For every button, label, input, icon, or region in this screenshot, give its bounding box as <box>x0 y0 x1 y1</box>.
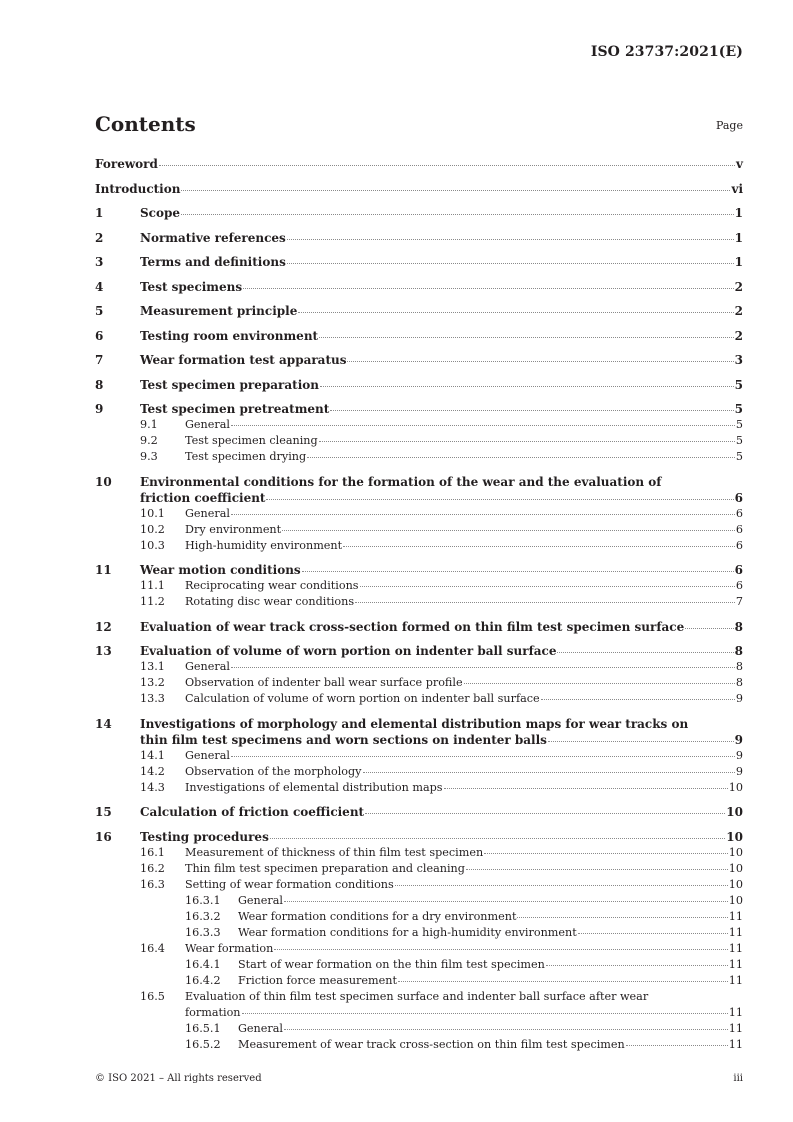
dot-leader <box>626 1045 728 1046</box>
toc-number: 7 <box>95 353 104 367</box>
toc-page: 3 <box>734 353 743 367</box>
toc-entry-14-1[interactable] <box>95 748 743 764</box>
toc-number: 16.4 <box>140 941 165 955</box>
toc-title: Test specimen drying <box>185 450 307 463</box>
toc-entry-16-5-1[interactable] <box>95 1021 743 1037</box>
toc-page: 10 <box>726 805 743 819</box>
toc-number: 10.2 <box>140 522 165 536</box>
toc-number: 16.3 <box>140 877 165 891</box>
toc-entry-5[interactable] <box>95 303 743 319</box>
toc-title: General <box>185 660 230 673</box>
toc-title: General <box>185 748 230 762</box>
toc-entry-2[interactable] <box>95 230 743 246</box>
toc-number: 13 <box>95 644 112 658</box>
toc-number: 16.5.1 <box>185 1021 221 1035</box>
toc-number: 11.2 <box>140 595 165 608</box>
toc-number: 10.3 <box>140 538 165 552</box>
toc-title: Testing procedures <box>140 829 269 844</box>
toc-number: 1 <box>95 206 104 220</box>
toc-title: Wear formation test apparatus <box>140 353 347 367</box>
toc-number: 10 <box>95 474 112 489</box>
toc-page: 5 <box>735 434 743 447</box>
dot-leader <box>685 628 733 629</box>
toc-title: Friction force measurement <box>238 973 397 987</box>
toc-number: 11.1 <box>140 579 165 592</box>
toc-title: Rotating disc wear conditions <box>185 595 355 608</box>
toc-page: 11 <box>728 973 743 987</box>
toc-entry-15[interactable] <box>95 804 743 820</box>
toc-page: 1 <box>734 230 743 245</box>
toc-entry-introduction[interactable] <box>95 181 743 197</box>
toc-page: 8 <box>734 644 743 658</box>
toc-page: 2 <box>734 304 743 318</box>
page-number: iii <box>733 1073 743 1084</box>
toc-number: 13.2 <box>140 676 165 689</box>
toc-page: 6 <box>735 579 743 592</box>
toc-page: v <box>736 157 743 171</box>
toc-entry-16-4[interactable] <box>95 941 743 957</box>
toc-number: 16 <box>95 829 112 844</box>
dot-leader <box>287 239 734 240</box>
dot-leader <box>347 361 733 362</box>
toc-entry-9-3[interactable] <box>95 449 743 465</box>
toc-entry-14[interactable] <box>95 716 743 748</box>
document-id: ISO 23737:2021(E) <box>590 44 743 60</box>
toc-page: 10 <box>728 845 743 859</box>
toc-title: Reciprocating wear conditions <box>185 579 359 592</box>
dot-leader <box>548 741 734 742</box>
toc-number: 13.1 <box>140 660 165 673</box>
toc-title: Calculation of friction coefficient <box>140 805 365 819</box>
dot-leader <box>355 602 735 603</box>
toc-title: General <box>185 418 230 431</box>
toc-number: 11 <box>95 563 112 577</box>
toc-title: General <box>185 506 230 520</box>
toc-title: Wear formation <box>185 941 274 955</box>
toc-number: 6 <box>95 328 104 343</box>
toc-page: 10 <box>726 829 743 844</box>
dot-leader <box>360 586 735 587</box>
dot-leader <box>231 425 735 426</box>
toc-page: 11 <box>728 1037 743 1051</box>
toc-title: Introduction <box>95 181 181 196</box>
dot-leader <box>181 190 730 191</box>
toc-entry-9-2[interactable] <box>95 433 743 449</box>
dot-leader <box>231 514 735 515</box>
toc-number: 3 <box>95 255 104 269</box>
toc-entry-10[interactable] <box>95 474 743 506</box>
toc-title: Start of wear formation on the thin film test specimen <box>238 957 545 971</box>
toc-title-line2: thin film test specimens and worn sections on indenter balls <box>140 732 547 747</box>
toc-entry-11[interactable] <box>95 562 743 578</box>
toc-page: 9 <box>735 764 743 778</box>
toc-number: 15 <box>95 805 112 819</box>
dot-leader <box>466 869 728 870</box>
toc-page: 6 <box>735 538 743 552</box>
dot-leader <box>546 965 728 966</box>
toc-title: Testing room environment <box>140 328 319 343</box>
toc-number: 16.1 <box>140 845 165 859</box>
toc-number: 2 <box>95 230 104 245</box>
toc-number: 16.5.2 <box>185 1037 221 1051</box>
toc-entry-16-3-1[interactable] <box>95 893 743 909</box>
dot-leader <box>284 901 728 902</box>
copyright-notice: © ISO 2021 – All rights reserved <box>95 1073 262 1084</box>
dot-leader <box>395 885 728 886</box>
dot-leader <box>302 571 734 572</box>
dot-leader <box>181 214 734 215</box>
toc-number: 13.3 <box>140 692 165 705</box>
toc-number: 12 <box>95 619 112 634</box>
toc-page: 11 <box>728 909 743 923</box>
toc-title: Measurement of thickness of thin film test specimen <box>185 845 484 859</box>
dot-leader <box>363 772 735 773</box>
toc-entry-6[interactable] <box>95 328 743 344</box>
toc-page: 1 <box>734 206 743 220</box>
toc-entry-16-4-1[interactable] <box>95 957 743 973</box>
toc-page: 10 <box>728 861 743 875</box>
toc-title: Test specimen preparation <box>140 377 319 392</box>
toc-entry-7[interactable] <box>95 352 743 368</box>
dot-leader <box>398 981 728 982</box>
toc-number: 10.1 <box>140 506 165 520</box>
dot-leader <box>484 853 728 854</box>
toc-title-line1: Investigations of morphology and elemental distribution maps for wear tracks on <box>140 716 689 731</box>
toc-title: General <box>238 1021 283 1035</box>
toc-page: 11 <box>728 925 743 939</box>
toc-entry-13-1[interactable] <box>95 659 743 675</box>
toc-entry-14-3[interactable] <box>95 780 743 796</box>
toc-number: 4 <box>95 279 104 294</box>
toc-number: 14.3 <box>140 780 165 794</box>
toc-entry-1[interactable] <box>95 205 743 221</box>
toc-page: 11 <box>728 941 743 955</box>
toc-entry-16-1[interactable] <box>95 845 743 861</box>
dot-leader <box>517 917 727 918</box>
dot-leader <box>282 530 735 531</box>
dot-leader <box>320 386 734 387</box>
dot-leader <box>464 683 735 684</box>
toc-page: 5 <box>735 418 743 431</box>
toc-entry-13-2[interactable] <box>95 675 743 691</box>
toc-entry-16-3-2[interactable] <box>95 909 743 925</box>
toc-page: vi <box>731 181 743 196</box>
toc-number: 16.3.2 <box>185 909 221 923</box>
toc-title: Dry environment <box>185 522 282 536</box>
toc-entry-9-1[interactable] <box>95 417 743 433</box>
toc-title: Measurement of wear track cross-section on thin film test specimen <box>238 1037 625 1051</box>
toc-title: Scope <box>140 206 181 220</box>
toc-title: Setting of wear formation conditions <box>185 877 394 891</box>
toc-entry-16-5-2[interactable] <box>95 1037 743 1053</box>
toc-entry-3[interactable] <box>95 254 743 270</box>
toc-entry-10-1[interactable] <box>95 506 743 522</box>
toc-title: Terms and definitions <box>140 255 286 269</box>
dot-leader <box>274 949 727 950</box>
toc-title: Investigations of elemental distribution maps <box>185 780 443 794</box>
toc-number: 14 <box>95 716 112 731</box>
toc-page: 6 <box>734 563 743 577</box>
toc-page: 9 <box>735 748 743 762</box>
dot-leader <box>307 457 735 458</box>
toc-entry-14-2[interactable] <box>95 764 743 780</box>
dot-leader <box>270 838 725 839</box>
toc-number: 8 <box>95 377 104 392</box>
toc-title: Evaluation of volume of worn portion on indenter ball surface <box>140 644 557 658</box>
toc-title: Thin film test specimen preparation and cleaning <box>185 861 465 875</box>
toc-number: 9.1 <box>140 418 158 431</box>
toc-entry-10-2[interactable] <box>95 522 743 538</box>
dot-leader <box>557 652 733 653</box>
toc-page: 11 <box>728 957 743 971</box>
page-column-label: Page <box>715 119 743 132</box>
toc-page: 11 <box>728 1005 743 1019</box>
toc-page: 11 <box>728 1021 743 1035</box>
toc-page: 1 <box>734 255 743 269</box>
toc-page: 8 <box>734 619 743 634</box>
toc-page: 6 <box>735 522 743 536</box>
dot-leader <box>266 499 733 500</box>
toc-number: 9.2 <box>140 434 158 447</box>
toc-title: Test specimen cleaning <box>185 434 318 447</box>
dot-leader <box>231 667 735 668</box>
toc-title: Evaluation of wear track cross-section formed on thin film test specimen surface <box>140 619 685 634</box>
toc-entry-9[interactable] <box>95 401 743 417</box>
toc-entry-16-5[interactable] <box>95 989 743 1021</box>
toc-entry-11-1[interactable] <box>95 578 743 594</box>
toc-entry-13[interactable] <box>95 643 743 659</box>
toc-title: Wear motion conditions <box>140 563 301 577</box>
toc-number: 9.3 <box>140 450 158 463</box>
toc-number: 5 <box>95 304 104 318</box>
dot-leader <box>243 288 734 289</box>
toc-entry-foreword[interactable] <box>95 156 743 172</box>
toc-title: Measurement principle <box>140 304 298 318</box>
toc-entry-8[interactable] <box>95 377 743 393</box>
toc-title: Wear formation conditions for a high-humidity environment <box>238 925 577 939</box>
toc-title-line2: friction coefficient <box>140 490 266 505</box>
toc-page: 10 <box>728 877 743 891</box>
dot-leader <box>231 756 735 757</box>
dot-leader <box>578 933 728 934</box>
toc-page: 2 <box>734 328 743 343</box>
dot-leader <box>541 699 735 700</box>
dot-leader <box>330 410 733 411</box>
dot-leader <box>287 263 734 264</box>
toc-page: 5 <box>734 377 743 392</box>
table-of-contents <box>95 156 743 1053</box>
toc-page: 5 <box>734 402 743 416</box>
toc-entry-13-3[interactable] <box>95 691 743 707</box>
dot-leader <box>284 1029 728 1030</box>
toc-title: Test specimen pretreatment <box>140 402 330 416</box>
toc-entry-16-2[interactable] <box>95 861 743 877</box>
toc-entry-10-3[interactable] <box>95 538 743 554</box>
toc-title: High-humidity environment <box>185 538 343 552</box>
toc-page: 9 <box>735 692 743 705</box>
toc-title: Wear formation conditions for a dry environment <box>238 909 517 923</box>
toc-page: 8 <box>735 676 743 689</box>
toc-number: 14.2 <box>140 764 165 778</box>
toc-entry-16-3-3[interactable] <box>95 925 743 941</box>
toc-number: 16.5 <box>140 989 165 1003</box>
toc-page: 5 <box>735 450 743 463</box>
toc-entry-16-4-2[interactable] <box>95 973 743 989</box>
toc-number: 9 <box>95 402 104 416</box>
toc-entry-16-3[interactable] <box>95 877 743 893</box>
toc-page: 7 <box>735 595 743 608</box>
toc-number: 16.4.1 <box>185 957 221 971</box>
dot-leader <box>343 546 735 547</box>
toc-title: General <box>238 893 283 907</box>
dot-leader <box>365 813 725 814</box>
dot-leader <box>159 165 735 166</box>
toc-title-line1: Environmental conditions for the formation of the wear and the evaluation of <box>140 474 662 489</box>
toc-title-line1: Evaluation of thin film test specimen surface and indenter ball surface after wear <box>185 989 649 1003</box>
dot-leader <box>242 1013 728 1014</box>
toc-number: 16.2 <box>140 861 165 875</box>
toc-number: 14.1 <box>140 748 165 762</box>
toc-number: 16.3.1 <box>185 893 221 907</box>
toc-page: 9 <box>734 732 743 747</box>
toc-title: Normative references <box>140 230 286 245</box>
toc-entry-4[interactable] <box>95 279 743 295</box>
toc-title: Observation of indenter ball wear surface profile <box>185 676 463 689</box>
toc-entry-16[interactable] <box>95 829 743 845</box>
toc-number: 16.4.2 <box>185 973 221 987</box>
toc-page: 6 <box>734 490 743 505</box>
contents-heading: Contents <box>95 112 196 136</box>
toc-title-line2: formation <box>185 1005 241 1019</box>
toc-page: 6 <box>735 506 743 520</box>
dot-leader <box>319 441 735 442</box>
toc-number: 16.3.3 <box>185 925 221 939</box>
toc-entry-12[interactable] <box>95 619 743 635</box>
toc-entry-11-2[interactable] <box>95 594 743 610</box>
toc-title: Test specimens <box>140 279 243 294</box>
toc-page: 8 <box>735 660 743 673</box>
dot-leader <box>444 788 728 789</box>
toc-title: Foreword <box>95 157 158 171</box>
dot-leader <box>298 312 733 313</box>
toc-title: Calculation of volume of worn portion on indenter ball surface <box>185 692 540 705</box>
toc-page: 10 <box>728 780 743 794</box>
toc-title: Observation of the morphology <box>185 764 362 778</box>
toc-page: 10 <box>728 893 743 907</box>
toc-page: 2 <box>734 279 743 294</box>
dot-leader <box>319 337 734 338</box>
